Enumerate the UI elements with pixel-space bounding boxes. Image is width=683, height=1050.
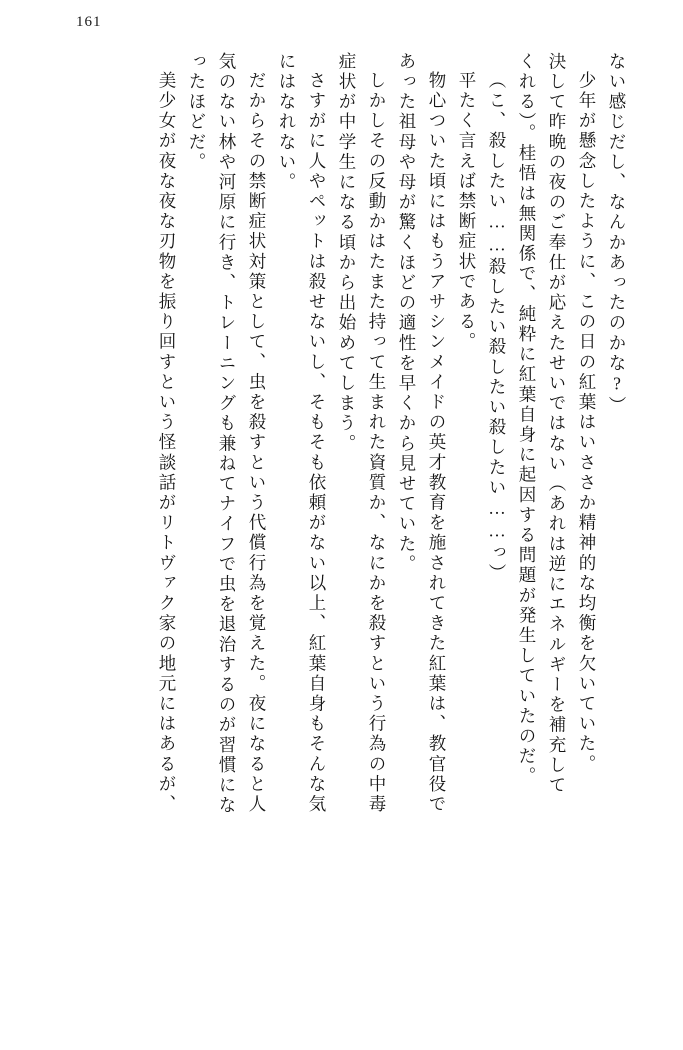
- text-column: くれる）。桂悟は無関係で、純粋に紅葉自身に起因する問題が発生していたのだ。: [517, 52, 537, 787]
- text-column: 美少女が夜な夜な刃物を振り回すという怪談話がリトヴァク家の地元にはあるが、: [157, 71, 177, 815]
- text-column-header: ない感じだし、なんかあったのかな?）: [607, 52, 627, 417]
- text-column: しかしその反動かはたまた持って生まれた資質か、なにかを殺すという行為の中毒: [367, 71, 387, 815]
- text-column: さすがに人やペットは殺せないし、そもそも依頼がない以上、紅葉自身もそんな気: [307, 71, 327, 815]
- text-column: にはなれない。: [277, 52, 297, 193]
- text-column: 物心ついた頃にはもうアサシンメイドの英才教育を施されてきた紅葉は、教官役で: [427, 71, 447, 815]
- text-column: （こ、殺したい……殺したい殺したい殺したい……っ）: [487, 71, 507, 584]
- text-column: だからその禁断症状対策として、虫を殺すという代償行為を覚えた。夜になると人: [247, 71, 267, 815]
- text-column: 平たく言えば禁断症状である。: [457, 71, 477, 353]
- text-column: 決して昨晩の夜のご奉仕が応えたせいではない（あれは逆にエネルギーを補充して: [547, 52, 567, 796]
- vertical-text-block: [46, 52, 625, 1022]
- text-column: あった祖母や母が驚くほどの適性を早くから見せていた。: [397, 52, 417, 575]
- page-number: 161: [76, 14, 102, 30]
- text-column: 症状が中学生になる頃から出始めてしまう。: [337, 52, 357, 454]
- text-column: 気のない林や河原に行き、トレーニングも兼ねてナイフで虫を退治するのが習慣にな: [217, 52, 237, 816]
- text-column: ったほどだ。: [187, 52, 207, 173]
- text-column: 少年が懸念したように、この日の紅葉はいささか精神的な均衡を欠いていた。: [577, 71, 597, 775]
